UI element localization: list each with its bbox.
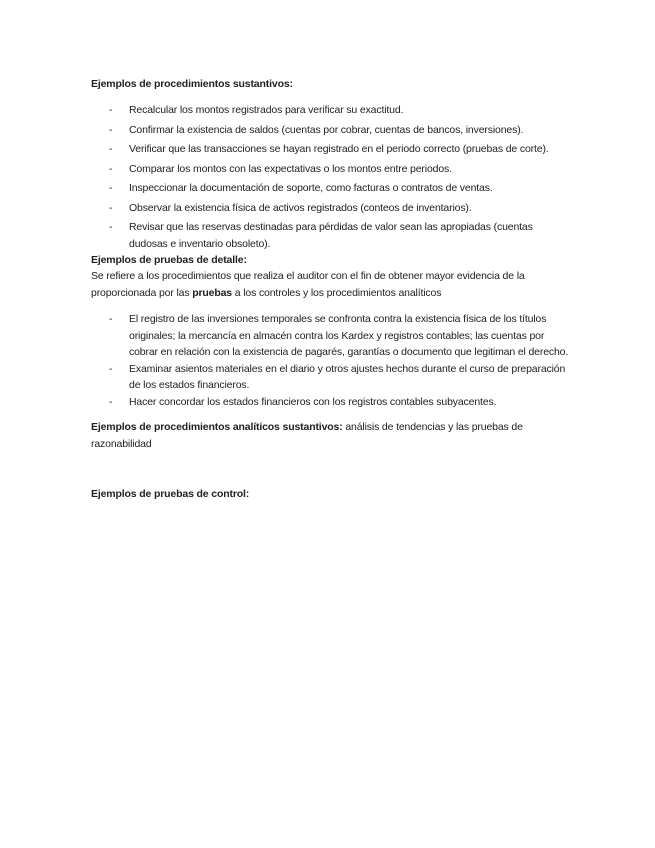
dash-bullet: -	[109, 143, 113, 155]
procedimientos-analiticos-text: análisis de tendencias y las pruebas de razonabilidad	[91, 421, 523, 450]
list-procedimientos-sustantivos	[91, 102, 571, 252]
dash-bullet: -	[109, 104, 113, 116]
intro-text: Se refiere a los procedimientos que realiza el auditor con el fin de obtener mayor evidencia de la proporcionada por las	[91, 270, 525, 299]
pruebas-de-detalle-intro	[91, 268, 571, 301]
heading-procedimientos-sustantivos: Ejemplos de procedimientos sustantivos:	[91, 78, 293, 90]
dash-bullet: -	[109, 201, 113, 214]
list-item	[91, 394, 571, 411]
list-item-text: Inspeccionar la documentación de soporte, como facturas o contratos de ventas.	[129, 182, 493, 194]
dash-bullet: -	[109, 313, 113, 325]
heading-pruebas-de-detalle: Ejemplos de pruebas de detalle:	[91, 254, 247, 266]
list-item-text: Observar la existencia física de activos registrados (conteos de inventarios).	[129, 201, 472, 214]
list-item	[91, 141, 571, 158]
list-item-text: Examinar asientos materiales en el diario y otros ajustes hechos durante el curso de preparación de los estados financieros.	[129, 362, 566, 391]
document-page	[91, 76, 571, 502]
heading-pruebas-de-control: Ejemplos de pruebas de control:	[91, 488, 250, 500]
dash-bullet: -	[109, 395, 113, 408]
dash-bullet: -	[109, 162, 113, 175]
list-item	[91, 219, 571, 252]
list-item-text: Revisar que las reservas destinadas para pérdidas de valor sean las apropiadas (cuentas dudosas e inventario obsoleto).	[129, 221, 533, 250]
list-item	[91, 311, 571, 361]
list-item-text: El registro de las inversiones temporales se confronta contra la existencia física de los títulos originales; la mercancía en almacén contra los Kardex y registros contables; las cuentas por cobrar en relación con la existencia de pagarés, garantías o documento que legitiman el derecho.	[129, 313, 569, 358]
list-item	[91, 102, 571, 119]
list-item-text: Recalcular los montos registrados para verificar su exactitud.	[129, 104, 404, 116]
list-item-text: Comparar los montos con las expectativas o los montos entre periodos.	[129, 162, 452, 175]
list-item	[91, 361, 571, 394]
list-item	[91, 200, 571, 217]
list-item-text: Hacer concordar los estados financieros con los registros contables subyacentes.	[129, 395, 497, 408]
list-item-text: Confirmar la existencia de saldos (cuentas por cobrar, cuentas de bancos, inversiones).	[129, 123, 524, 136]
list-item-text: Verificar que las transacciones se hayan registrado en el periodo correcto (pruebas de corte).	[129, 143, 549, 155]
dash-bullet: -	[109, 362, 113, 375]
dash-bullet: -	[109, 221, 113, 233]
dash-bullet: -	[109, 182, 113, 194]
list-item	[91, 122, 571, 139]
procedimientos-analiticos-paragraph	[91, 419, 571, 452]
list-item	[91, 180, 571, 197]
list-item	[91, 161, 571, 178]
intro-text-end: a los controles y los procedimientos analíticos	[231, 286, 442, 299]
list-pruebas-de-detalle	[91, 311, 571, 410]
heading-procedimientos-analiticos: Ejemplos de procedimientos analíticos sustantivos:	[91, 421, 343, 433]
dash-bullet: -	[109, 123, 113, 136]
intro-bold-term: pruebas	[192, 286, 232, 299]
